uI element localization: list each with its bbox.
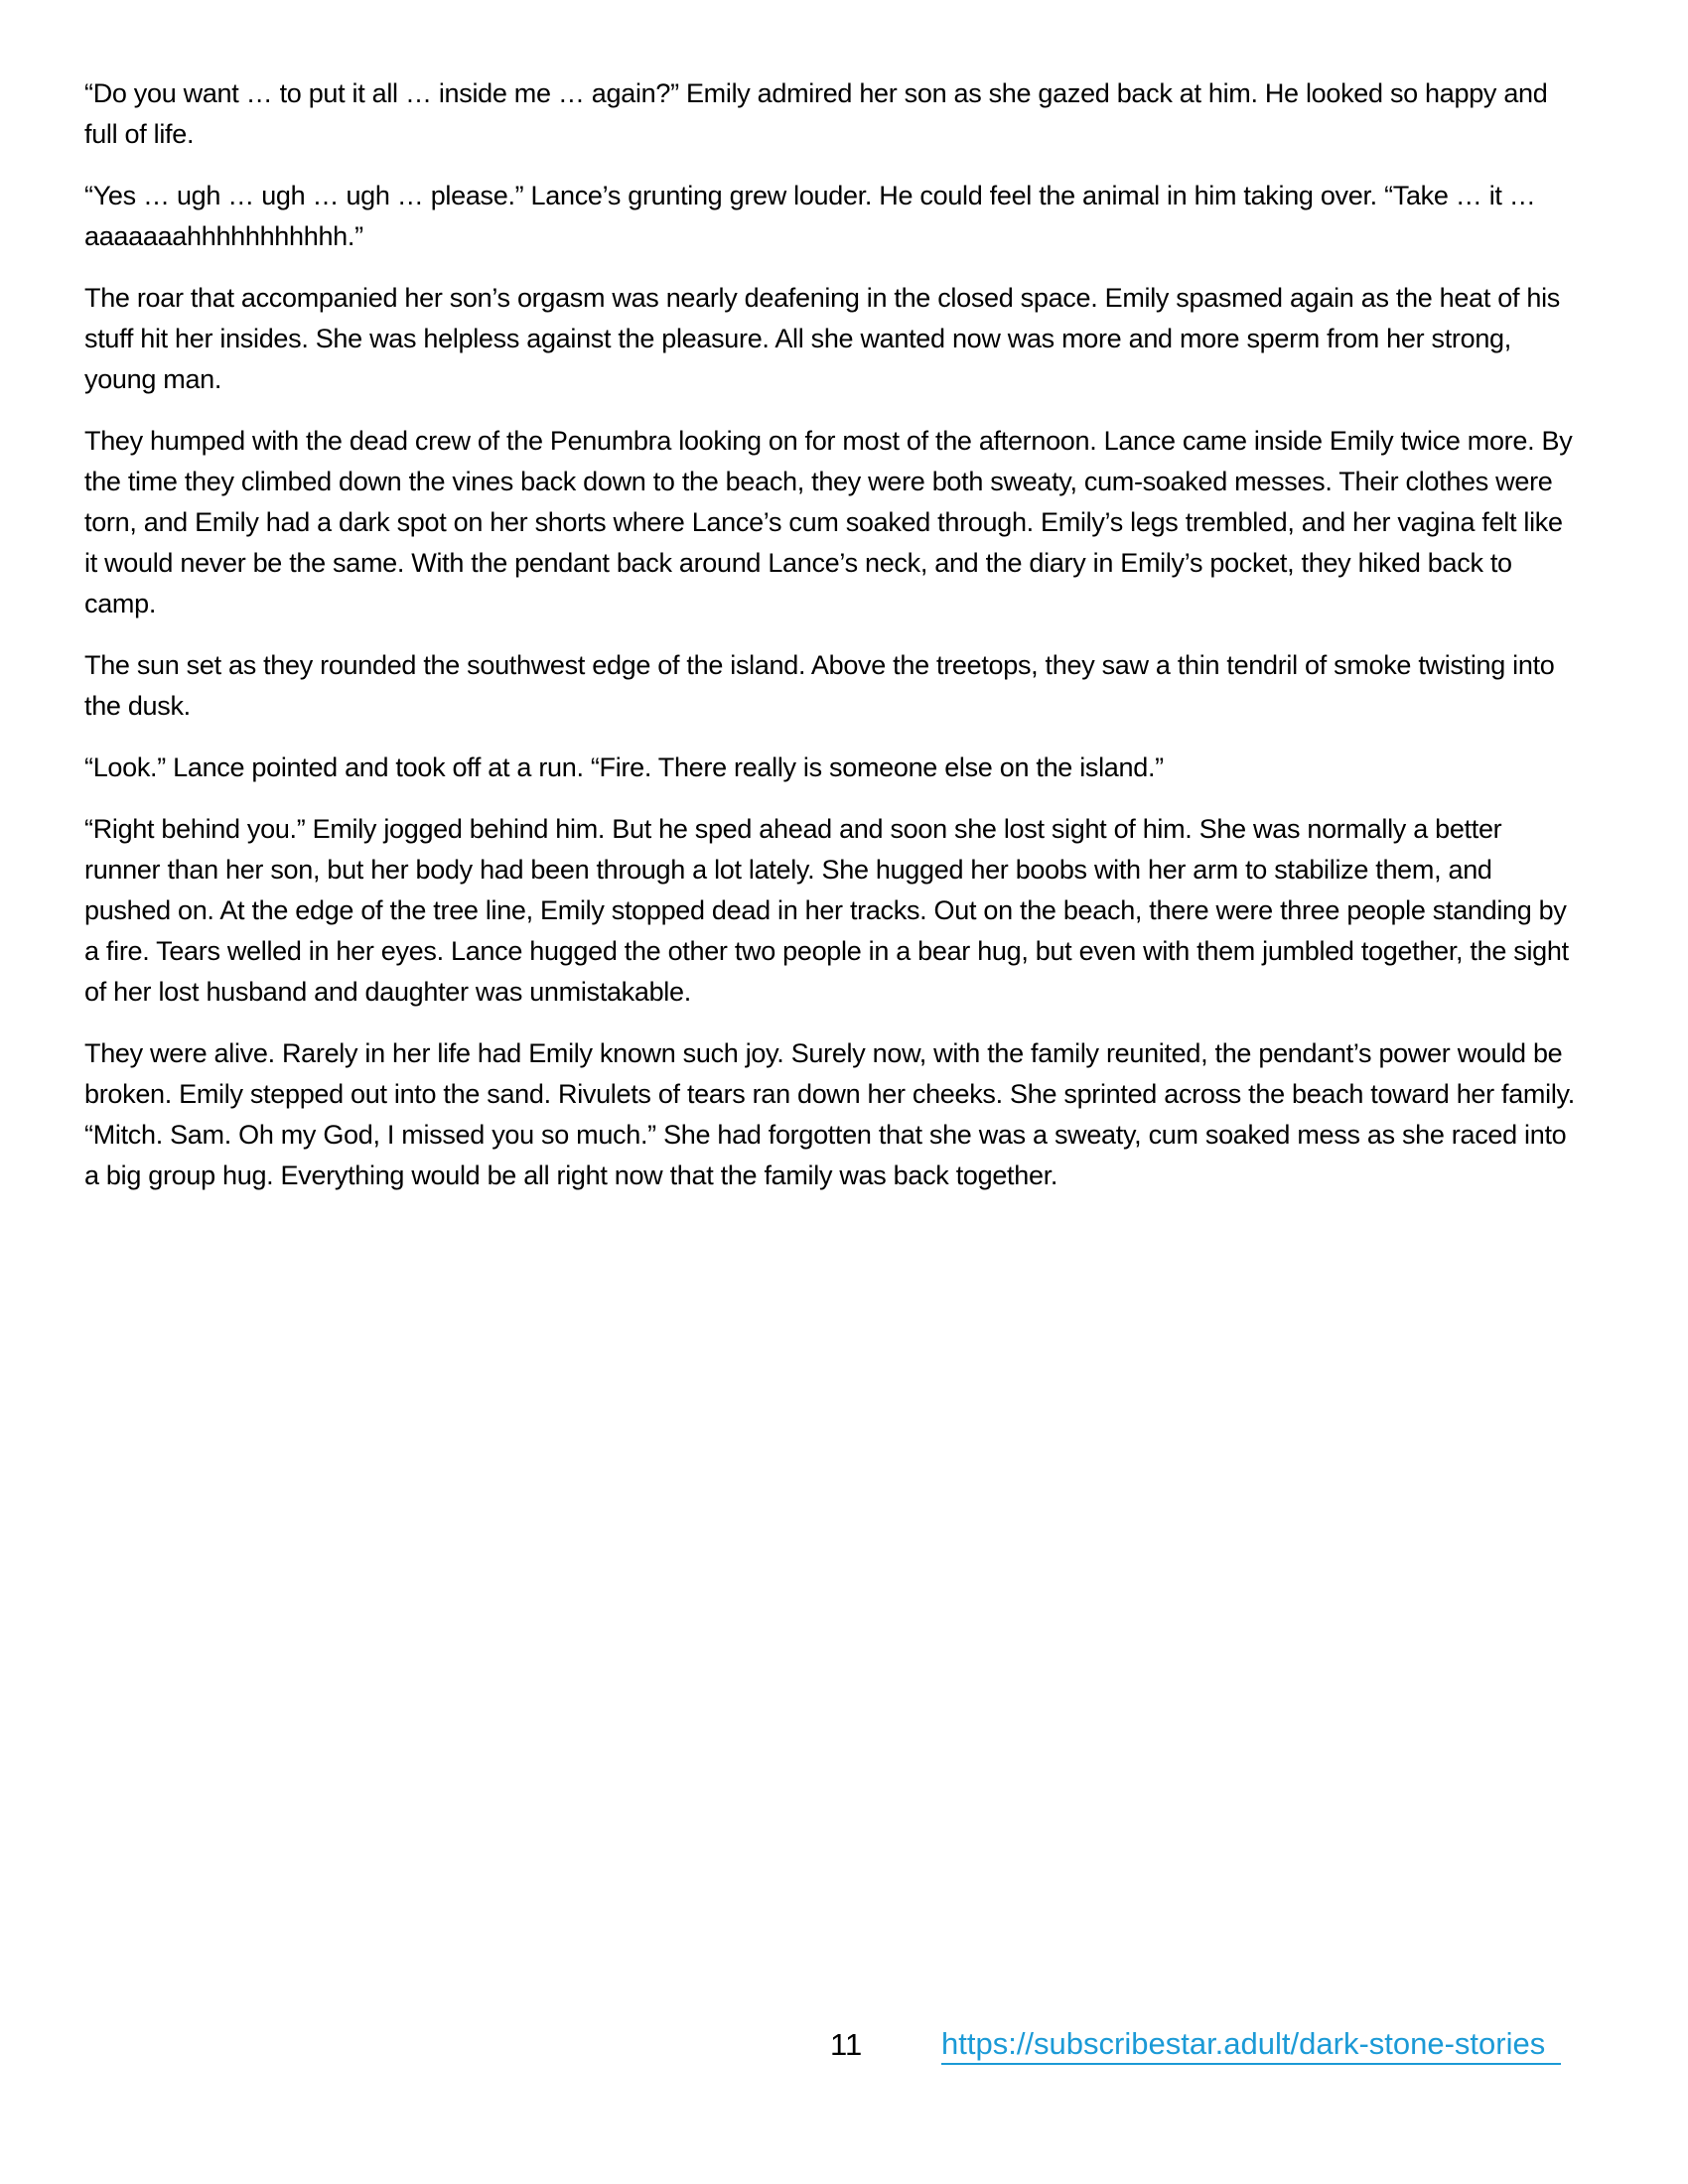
page-number: 11 [830, 2027, 863, 2062]
page-footer [0, 2025, 1688, 2081]
paragraph: The sun set as they rounded the southwest edge of the island. Above the treetops, they saw a thin tendril of smoke twisting into the dusk. [84, 650, 1555, 721]
paragraph: The roar that accompanied her son’s orgasm was nearly deafening in the closed space. Emily spasmed again as the heat of his stuff hit her insides. She was helpless against the pleasure. All she wanted now was more and more sperm from her strong, young man. [84, 283, 1560, 394]
paragraph: “Yes … ugh … ugh … ugh … please.” Lance’s grunting grew louder. He could feel the animal in him taking over. “Take … it … aaaaaaahhhhhhhhhhh.” [84, 181, 1536, 251]
paragraph: “Look.” Lance pointed and took off at a run. “Fire. There really is someone else on the island.” [84, 752, 1164, 782]
paragraph: “Do you want … to put it all … inside me … again?” Emily admired her son as she gazed back at him. He looked so happy and full of life. [84, 78, 1548, 149]
paragraph: They were alive. Rarely in her life had Emily known such joy. Surely now, with the family reunited, the pendant’s power would be broken. Emily stepped out into the sand. Rivulets of tears ran down her cheeks. She sprinted across the beach toward her family. “Mitch. Sam. Oh my God, I missed you so much.” She had forgotten that she was a sweaty, cum soaked mess as she raced into a big group hug. Everything would be all right now that the family was back together. [84, 1038, 1575, 1190]
paragraph: “Right behind you.” Emily jogged behind him. But he sped ahead and soon she lost sight of him. She was normally a better runner than her son, but her body had been through a lot lately. She hugged her boobs with her arm to stabilize them, and pushed on. At the edge of the tree line, Emily stopped dead in her tracks. Out on the beach, there were three people standing by a fire. Tears welled in her eyes. Lance hugged the other two people in a bear hug, but even with them jumbled together, the sight of her lost husband and daughter was unmistakable. [84, 814, 1569, 1007]
footer-link[interactable]: https://subscribestar.adult/dark-stone-stories [941, 2025, 1561, 2065]
text-content [84, 73, 1579, 1217]
paragraph: They humped with the dead crew of the Penumbra looking on for most of the afternoon. Lance came inside Emily twice more. By the time they climbed down the vines back down to the beach, they were both sweaty, cum-soaked messes. Their clothes were torn, and Emily had a dark spot on her shorts where Lance’s cum soaked through. Emily’s legs trembled, and her vagina felt like it would never be the same. With the pendant back around Lance’s neck, and the diary in Emily’s pocket, they hiked back to camp. [84, 426, 1573, 618]
